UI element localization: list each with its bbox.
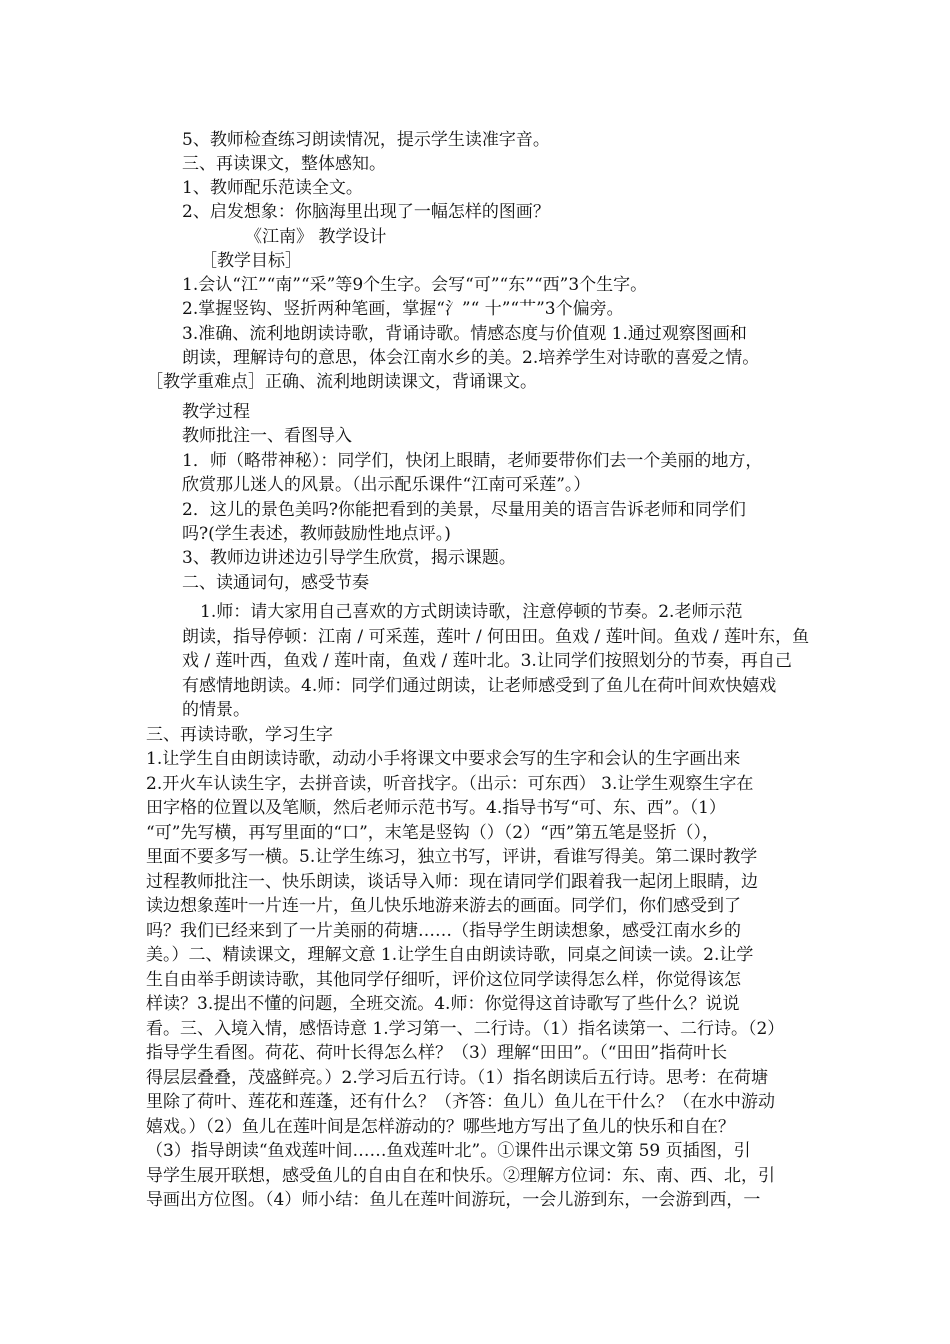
text-line: 导学生展开联想，感受鱼儿的自由自在和快乐。②理解方位词：东、南、西、北，引	[146, 1166, 775, 1186]
section-heading: 教师批注一、看图导入	[182, 426, 352, 446]
text-line: 过程教师批注一、快乐朗读，谈话导入师：现在请同学们跟着我一起闭上眼睛，边	[146, 872, 758, 892]
text-line: 1.让学生自由朗读诗歌，动动小手将课文中要求会写的生字和会认的生字画出来	[146, 749, 741, 769]
text-line: 2、启发想象：你脑海里出现了一幅怎样的图画？	[182, 202, 550, 222]
text-line: 看。三、入境入情，感悟诗意 1.学习第一、二行诗。（1）指名读第一、二行诗。（2）	[146, 1019, 785, 1039]
text-line: 得层层叠叠，茂盛鲜亮。）2.学习后五行诗。（1）指名朗读后五行诗。思考：在荷塘	[146, 1068, 769, 1088]
section-heading: 三、再读课文，整体感知。	[182, 154, 386, 174]
text-line: 戏 / 莲叶西，鱼戏 / 莲叶南，鱼戏 / 莲叶北。3.让同学们按照划分的节奏，再自己	[182, 651, 792, 671]
text-line: 田字格的位置以及笔顺，然后老师示范书写。4.指导书写“可、东、西”。（1）	[146, 798, 726, 818]
text-line: 朗读，指导停顿：江南 / 可采莲，莲叶 / 何田田。鱼戏 / 莲叶间。鱼戏 / 莲叶东，鱼	[182, 627, 810, 647]
text-line: 朗读，理解诗句的意思，体会江南水乡的美。2.培养学生对诗歌的喜爱之情。	[182, 348, 760, 368]
text-line: 3.准确、流利地朗读诗歌，背诵诗歌。情感态度与价值观 1.通过观察图画和	[182, 324, 747, 344]
text-line: 5、教师检查练习朗读情况，提示学生读准字音。	[182, 130, 550, 150]
text-line: 吗？我们已经来到了一片美丽的荷塘……（指导学生朗读想象，感受江南水乡的	[146, 921, 741, 941]
text-line: 里面不要多写一横。5.让学生练习，独立书写，评讲，看谁写得美。第二课时教学	[146, 847, 758, 867]
text-line: 生自由举手朗读诗歌，其他同学仔细听，评价这位同学读得怎么样，你觉得该怎	[146, 970, 741, 990]
section-heading: 二、读通词句，感受节奏	[182, 573, 369, 593]
text-line: 1.师：请大家用自己喜欢的方式朗读诗歌，注意停顿的节奏。2.老师示范	[200, 602, 743, 622]
text-line: 2．这儿的景色美吗?你能把看到的美景，尽量用美的语言告诉老师和同学们	[182, 500, 746, 520]
text-line: 美。）二、精读课文，理解文意 1.让学生自由朗读诗歌，同桌之间读一读。2.让学	[146, 945, 754, 965]
text-line: 导画出方位图。（4）师小结：鱼儿在莲叶间游玩，一会儿游到东，一会游到西，一	[146, 1190, 761, 1210]
text-line: 1．师（略带神秘）：同学们，快闭上眼睛，老师要带你们去一个美丽的地方，	[182, 451, 763, 471]
text-line: 指导学生看图。荷花、荷叶长得怎么样？（3）理解“田田”。（“田田”指荷叶长	[146, 1043, 728, 1063]
section-heading: 教学过程	[182, 402, 250, 422]
text-line: 样读？3.提出不懂的问题，全班交流。4.师：你觉得这首诗歌写了些什么？说说	[146, 994, 740, 1014]
text-line: 里除了荷叶、莲花和莲蓬，还有什么？（齐答：鱼儿）鱼儿在干什么？（在水中游动	[146, 1092, 775, 1112]
section-heading: ［教学重难点］正确、流利地朗读课文，背诵课文。	[146, 372, 537, 392]
text-line: 3、教师边讲述边引导学生欣赏，揭示课题。	[182, 548, 516, 568]
text-line: 欣赏那儿迷人的风景。（出示配乐课件“江南可采莲”。）	[182, 475, 591, 495]
text-line: 1、教师配乐范读全文。	[182, 178, 363, 198]
text-line: （3）指导朗读“鱼戏莲叶间……鱼戏莲叶北”。①课件出示课文第 59 页插图，引	[146, 1141, 751, 1161]
text-line: 的情景。	[182, 700, 250, 720]
document-title: 《江南》 教学设计	[245, 227, 387, 247]
text-line: 嬉戏。）（2）鱼儿在莲叶间是怎样游动的？哪些地方写出了鱼儿的快乐和自在？	[146, 1117, 735, 1137]
text-line: 1.会认“江”“南”“采”等9个生字。会写“可”“东”“西”3个生字。	[182, 275, 648, 295]
text-line: 有感情地朗读。4.师：同学们通过朗读，让老师感受到了鱼儿在荷叶间欢快嬉戏	[182, 676, 777, 696]
text-line: 吗?(学生表述，教师鼓励性地点评。)	[182, 524, 451, 544]
section-heading: 三、再读诗歌，学习生字	[146, 725, 333, 745]
text-line: 2.掌握竖钩、竖折两种笔画，掌握“氵”“ 十”“艹”3个偏旁。	[182, 299, 624, 319]
text-line: “可”先写横，再写里面的“口”，末笔是竖钩（）（2）“西”第五笔是竖折（），	[146, 823, 719, 843]
text-line: 读边想象莲叶一片连一片，鱼儿快乐地游来游去的画面。同学们，你们感受到了	[146, 896, 741, 916]
section-heading: ［教学目标］	[200, 251, 302, 271]
text-line: 2.开火车认读生字，去拼音读，听音找字。（出示：可东西） 3.让学生观察生字在	[146, 774, 754, 794]
